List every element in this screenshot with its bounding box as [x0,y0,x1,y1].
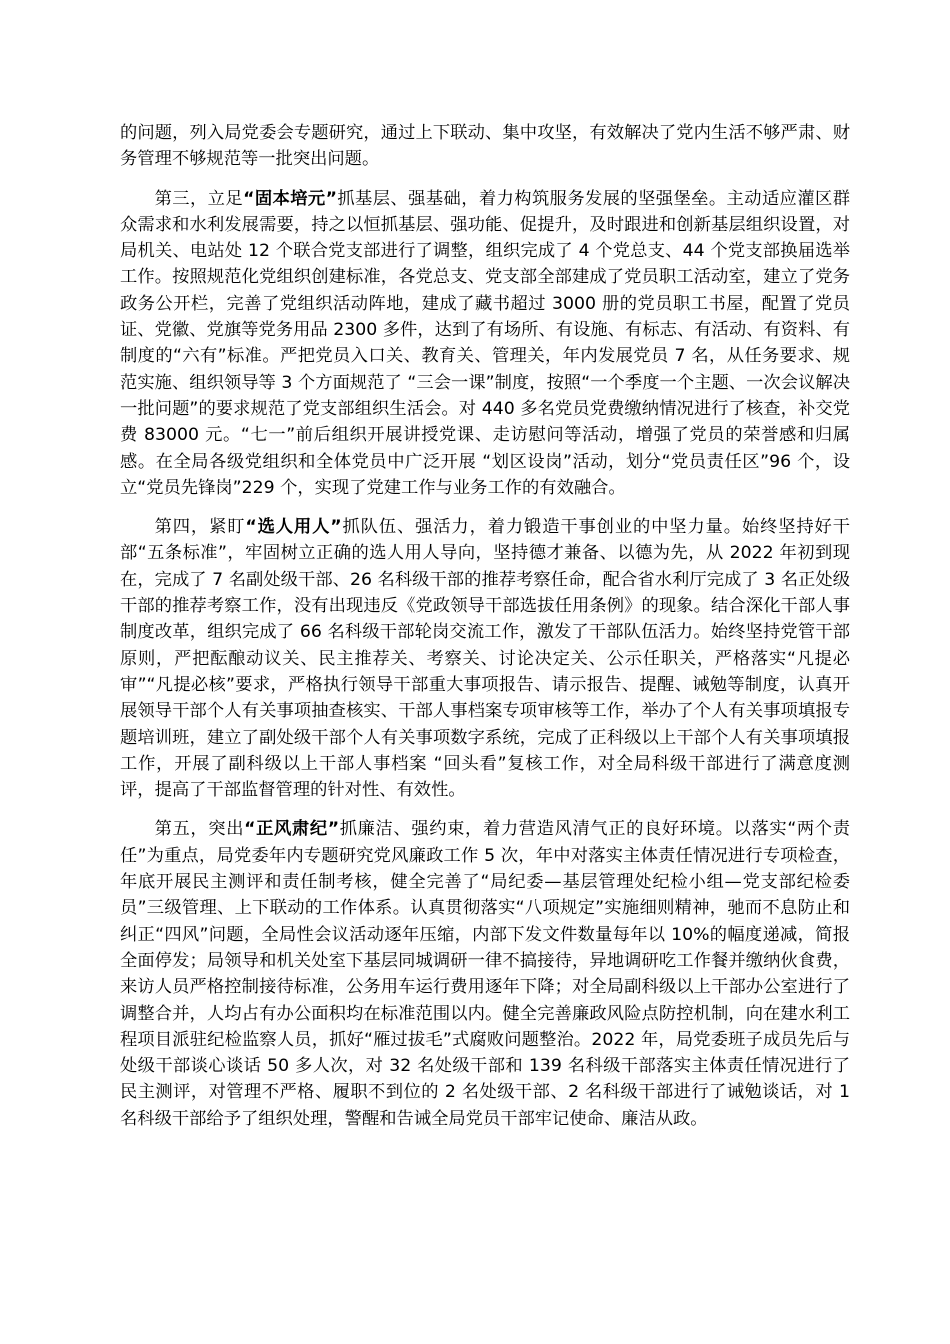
paragraph-fourth-point [120,514,850,803]
paragraph-intro-continuation [120,120,850,173]
document-body [120,120,850,1145]
paragraph-lead: 第五，突出 [154,819,245,840]
paragraph-keyword: “固本培元” [243,188,337,209]
paragraph-text: 抓廉洁、强约束，着力营造风清气正的良好环境。以落实“两个责任”为重点，局党委年内专题研究党风廉政工作 5 次，年中对落实主体责任情况进行专项检查，年底开展民主测评和责任制考核，健全完善了“局纪委—基层管理处纪检小组—党支部纪检委员”三级管理、上下联动的工作体系。认真贯彻落实“八项规定”实施细则精神，驰而不息防止和纠正“四风”问题，全局性会议活动逐年压缩，内部下发文件数量每年以 10%的幅度递减，简报全面停发；局领导和机关处室下基层同城调研一律不搞接待，异地调研吃工作餐并缴纳伙食费，来访人员严格控制接待标准，公务用车运行费用逐年下降；对全局副科级以上干部办公室进行了调整合并，人均占有办公面积均在标准范围以内。健全完善廉政风险点防控机制，向在建水利工程项目派驻纪检监察人员，抓好“雁过拔毛”式腐败问题整治。2022 年，局党委班子成员先后与处级干部谈心谈话 50 多人次，对 32 名处级干部和 139 名科级干部落实主体责任情况进行了民主测评，对管理不严格、履职不到位的 2 名处级干部、2 名科级干部进行了诫勉谈话，对 1 名科级干部给予了组织处理，警醒和告诫全局党员干部牢记使命、廉洁从政。 [120,819,850,1129]
paragraph-keyword: “正风肃纪” [244,819,340,840]
paragraph-lead: 第四，紧盯 [154,517,246,538]
paragraph-lead: 第三，立足 [154,188,244,209]
paragraph-third-point [120,186,850,502]
paragraph-keyword: “选人用人” [245,517,342,538]
paragraph-text: 抓基层、强基础，着力构筑服务发展的坚强堡垒。主动适应灌区群众需求和水利发展需要，持之以恒抓基层、强功能、促提升，及时跟进和创新基层组织设置，对局机关、电站处 12 个联合党支部进行了调整，组织完成了 4 个党总支、44 个党支部换届选举工作。按照规范化党组织创建标准，各党总支、党支部全部建成了党员职工活动室，建立了党务政务公开栏，完善了党组织活动阵地，建成了藏书超过 3000 册的党员职工书屋，配置了党员证、党徽、党旗等党务用品 2300 多件，达到了有场所、有设施、有标志、有活动、有资料、有制度的“六有”标准。严把党员入口关、教育关、管理关，年内发展党员 7 名，从任务要求、规范实施、组织领导等 3 个方面规范了 “三会一课”制度，按照“一个季度一个主题、一次会议解决一批问题”的要求规范了党支部组织生活会。对 440 多名党员党费缴纳情况进行了核查，补交党费 83000 元。“七一”前后组织开展讲授党课、走访慰问等活动，增强了党员的荣誉感和归属感。在全局各级党组织和全体党员中广泛开展 “划区设岗”活动，划分“党员责任区”96 个，设立“党员先锋岗”229 个，实现了党建工作与业务工作的有效融合。 [120,188,850,498]
paragraph-fifth-point [120,816,850,1132]
paragraph-text: 抓队伍、强活力，着力锻造干事创业的中坚力量。始终坚持好干部“五条标准”，牢固树立正确的选人用人导向，坚持德才兼备、以德为先，从 2022 年初到现在，完成了 7 名副处级干部、26 名科级干部的推荐考察任命，配合省水利厅完成了 3 名正处级干部的推荐考察工作，没有出现违反《党政领导干部选拔任用条例》的现象。结合深化干部人事制度改革，组织完成了 66 名科级干部轮岗交流工作，激发了干部队伍活力。始终坚持党管干部原则，严把酝酿动议关、民主推荐关、考察关、讨论决定关、公示任职关，严格落实“凡提必审”“凡提必核”要求，严格执行领导干部重大事项报告、请示报告、提醒、诫勉等制度，认真开展领导干部个人有关事项抽查核实、干部人事档案专项审核等工作，举办了个人有关事项填报专题培训班，建立了副处级干部个人有关事项数字系统，完成了正科级以上干部个人有关事项填报工作，开展了副科级以上干部人事档案 “回头看”复核工作，对全局科级干部进行了满意度测评，提高了干部监督管理的针对性、有效性。 [120,517,850,801]
paragraph-text: 的问题，列入局党委会专题研究，通过上下联动、集中攻坚，有效解决了党内生活不够严肃、财务管理不够规范等一批突出问题。 [120,123,850,170]
